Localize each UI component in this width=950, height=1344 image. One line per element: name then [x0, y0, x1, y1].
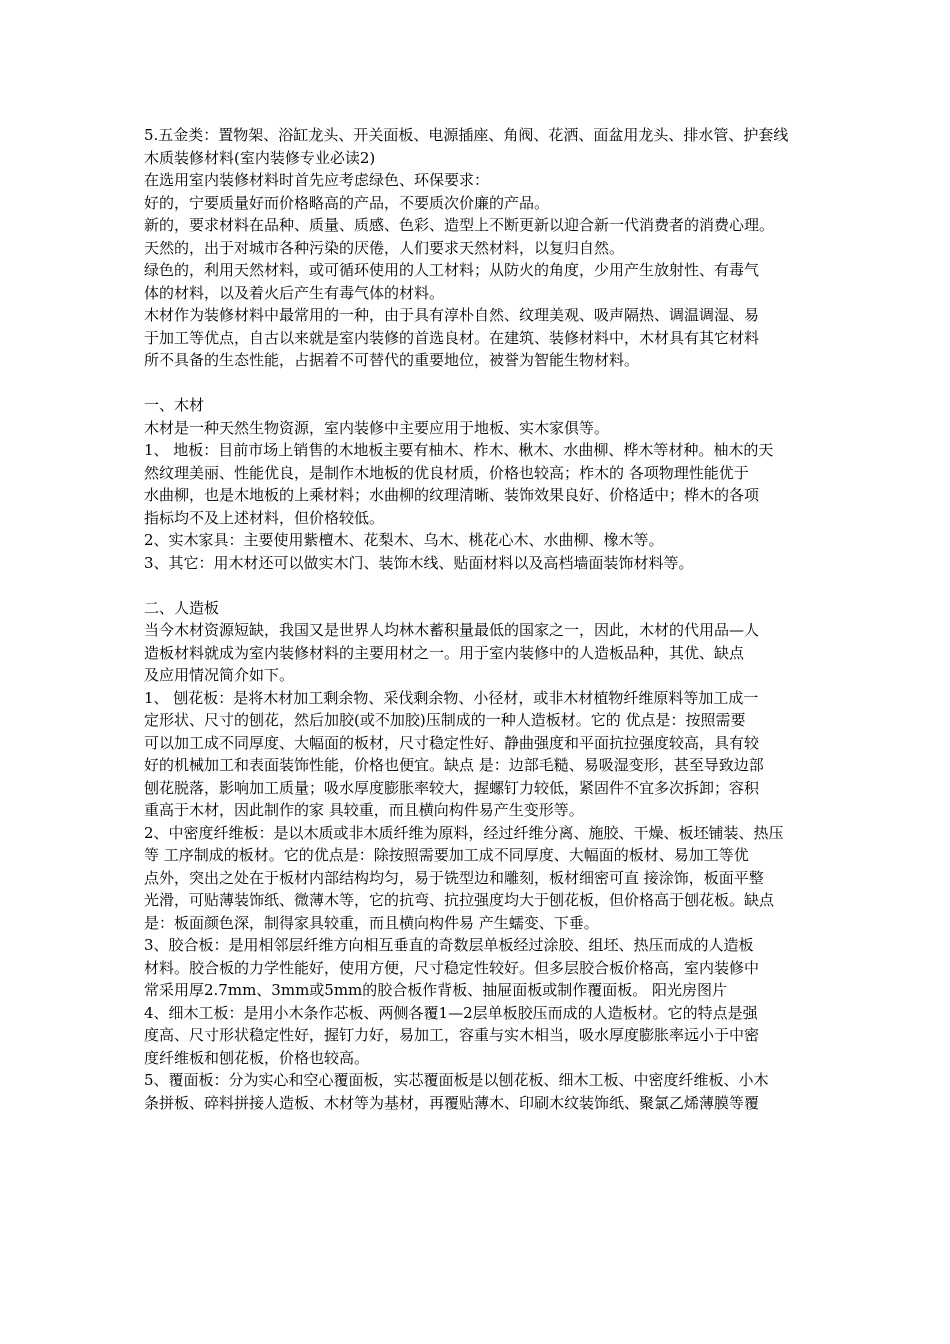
item-4-blockboard — [144, 1002, 816, 1070]
text-line: 天然的，出于对城市各种污染的厌倦，人们要求天然材料，以复归自然。 — [144, 238, 625, 257]
text-line: 体的材料，以及着火后产生有毒气体的材料。 — [144, 283, 445, 302]
document-body — [144, 124, 816, 1114]
text-line: 定形状、尺寸的刨花，然后加胶(或不加胶)压制成的一种人造板材。它的 优点是：按照需要 — [144, 711, 746, 729]
text-line: 木材作为装修材料中最常用的一种，由于具有淳朴自然、纹理美观、吸声隔热、调温调湿、易 — [144, 306, 760, 324]
text-line: 所不具备的生态性能，占据着不可替代的重要地位，被誉为智能生物材料。 — [144, 351, 640, 369]
text-line: 造板材料就成为室内装修材料的主要用材之一。用于室内装修中的人造板品种，其优、缺点 — [144, 643, 745, 662]
item-5-veneer-board — [144, 1069, 816, 1114]
wood-overview — [144, 304, 816, 372]
text-line: 度高、尺寸形状稳定性好，握钉力好，易加工，容重与实木相当，吸水厚度膨胀率远小于中密 — [144, 1026, 760, 1044]
text-line: 然纹理美丽、性能优良，是制作木地板的优良材质，价格也较高；柞木的 各项物理性能优于 — [144, 463, 749, 482]
text-line: 5.五金类：置物架、浴缸龙头、开关面板、电源插座、角阀、花洒、面盆用龙头、排水管、护套线 — [144, 126, 789, 144]
natural-criterion — [144, 237, 816, 260]
new-criterion — [144, 214, 816, 237]
text-line: 是：板面颜色深，制得家具较重，而且横向构件易 产生蠕变、下垂。 — [144, 913, 599, 932]
item-3-plywood — [144, 934, 816, 1002]
text-line: 4、细木工板：是用小木条作芯板、两侧各覆1—2层单板胶压而成的人造板材。它的特点是强 — [144, 1003, 758, 1022]
item-2-furniture — [144, 529, 816, 552]
text-line: 好的机械加工和表面装饰性能，价格也便宜。缺点 是：边部毛糙、易吸湿变形，甚至导致边部 — [144, 756, 764, 774]
text-line: 光滑，可贴薄装饰纸、微薄木等，它的抗弯、抗拉强度均大于刨花板，但价格高于刨花板。缺点 — [144, 891, 775, 909]
text-line: 及应用情况简介如下。 — [144, 666, 295, 684]
text-line: 木质装修材料(室内装修专业必读2) — [144, 148, 376, 167]
text-line: 刨花脱落，影响加工质量；吸水厚度膨胀率较大，握螺钉力较低，紧固件不宜多次拆卸；容积 — [144, 778, 760, 797]
paragraph-gap — [144, 574, 816, 597]
wood-materials-title — [144, 147, 816, 170]
item-1-particleboard — [144, 687, 816, 822]
text-line: 水曲柳，也是木地板的上乘材料；水曲柳的纹理清晰、装饰效果良好、价格适中；桦木的各项 — [144, 486, 760, 504]
item-2-mdf — [144, 822, 816, 935]
item-1-floor — [144, 439, 816, 529]
text-line: 条拼板、碎料拼接人造板、木材等为基材，再覆贴薄木、印刷木纹装饰纸、聚氯乙烯薄膜等覆 — [144, 1093, 760, 1112]
section-1-intro — [144, 417, 816, 440]
text-line: 2、实木家具：主要使用紫檀木、花梨木、乌木、桃花心木、水曲柳、橡木等。 — [144, 531, 664, 549]
text-line: 二、人造板 — [144, 598, 220, 617]
text-line: 好的，宁要质量好而价格略高的产品，不要质次价廉的产品。 — [144, 193, 550, 212]
text-line: 2、中密度纤维板：是以木质或非木质纤维为原料，经过纤维分离、施胶、干燥、板坯铺装、热压 — [144, 823, 784, 842]
text-line: 度纤维板和刨花板，价格也较高。 — [144, 1048, 370, 1067]
good-criterion — [144, 192, 816, 215]
text-line: 一、木材 — [144, 396, 205, 414]
text-line: 1、 地板：目前市场上销售的木地板主要有柚木、柞木、楸木、水曲柳、桦木等材种。柚木的天 — [144, 441, 774, 459]
text-line: 点外，突出之处在于板材内部结构均匀，易于铣型边和雕刻，板材细密可直 接涂饰，板面平整 — [144, 868, 764, 887]
text-line: 可以加工成不同厚度、大幅面的板材，尺寸稳定性好、静曲强度和平面抗拉强度较高，具有较 — [144, 733, 760, 752]
text-line: 等 工序制成的板材。它的优点是：除按照需要加工成不同厚度、大幅面的板材、易加工等优 — [144, 846, 749, 864]
text-line: 常采用厚2.7mm、3mm或5mm的胶合板作背板、抽屉面板或制作覆面板。 阳光房图片 — [144, 981, 728, 999]
hardware-line — [144, 124, 816, 147]
text-line: 于加工等优点，自古以来就是室内装修的首选良材。在建筑、装修材料中，木材具有其它材料 — [144, 328, 760, 347]
text-line: 3、其它：用木材还可以做实木门、装饰木线、贴面材料以及高档墙面装饰材料等。 — [144, 553, 694, 572]
text-line: 当今木材资源短缺，我国又是世界人均林木蓄积量最低的国家之一，因此，木材的代用品—人 — [144, 621, 760, 639]
text-line: 绿色的，利用天然材料，或可循环使用的人工材料；从防火的角度，少用产生放射性、有毒气 — [144, 261, 760, 279]
text-line: 新的，要求材料在品种、质量、质感、色彩、造型上不断更新以迎合新一代消费者的消费心理。 — [144, 216, 775, 234]
text-line: 3、胶合板：是用相邻层纤维方向相互垂直的奇数层单板经过涂胶、组坯、热压而成的人造板 — [144, 936, 754, 954]
paragraph-gap — [144, 372, 816, 395]
text-line: 在选用室内装修材料时首先应考虑绿色、环保要求： — [144, 171, 490, 189]
item-3-other — [144, 552, 816, 575]
section-2-intro — [144, 619, 816, 687]
green-intro — [144, 169, 816, 192]
text-line: 5、覆面板：分为实心和空心覆面板，实芯覆面板是以刨花板、细木工板、中密度纤维板、小木 — [144, 1071, 769, 1089]
section-2-heading — [144, 597, 816, 620]
text-line: 重高于木材，因此制作的家 具较重，而且横向构件易产生变形等。 — [144, 801, 584, 819]
text-line: 1、 刨花板：是将木材加工剩余物、采伐剩余物、小径材，或非木材植物纤维原料等加工成一 — [144, 688, 759, 707]
green-criterion — [144, 259, 816, 304]
section-1-heading — [144, 394, 816, 417]
text-line: 木材是一种天然生物资源，室内装修中主要应用于地板、实木家俱等。 — [144, 418, 610, 437]
text-line: 指标均不及上述材料，但价格较低。 — [144, 508, 385, 527]
text-line: 材料。胶合板的力学性能好，使用方便，尺寸稳定性较好。但多层胶合板价格高，室内装修中 — [144, 958, 760, 977]
